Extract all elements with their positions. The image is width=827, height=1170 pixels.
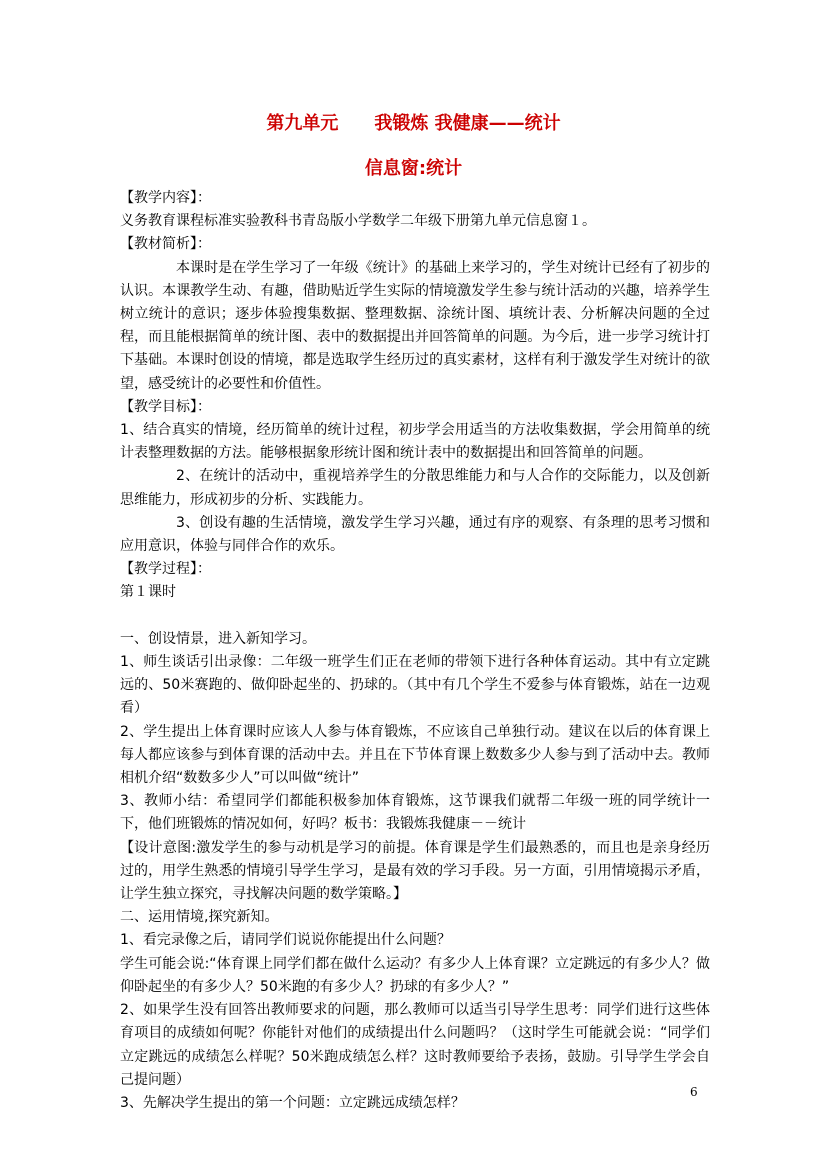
paragraph: 2、如果学生没有回答出教师要求的问题，那么教师可以适当引导学生思考：同学们进行这些体育项目的成绩如何呢？你能针对他们的成绩提出什么问题吗？（这时学生可能就会说：“同学们立定跳远的成绩怎么样呢？50米跑成绩怎么样？这时教师要给予表扬，鼓励。引导学生学会自己提问题） [120,1002,710,1088]
paragraph: 3、创设有趣的生活情境，激发学生学习兴趣，通过有序的观察、有条理的思考习惯和应用意识，体验与同伴合作的欢乐。 [120,514,710,555]
paragraph: 2、学生提出上体育课时应该人人参与体育锻炼，不应该自己单独行动。建议在以后的体育课上每人都应该参与到体育课的活动中去。并且在下节体育课上数数多少人参与到了活动中去。教师相机介绍“数数多少人”可以叫做“统计” [120,723,710,787]
paragraph: 学生可能会说:“体育课上同学们都在做什么运动？有多少人上体育课？立定跳远的有多少人？做仰卧起坐的有多少人？50米跑的有多少人？扔球的有多少人？” [120,955,710,995]
paragraph: 【教学过程】： [120,561,211,578]
paragraph: 1、看完录像之后，请同学们说说你能提出什么问题？ [120,932,451,949]
paragraph: 1、师生谈话引出录像：二年级一班学生们正在老师的带领下进行各种体育运动。其中有立定跳远的、50米赛跑的、做仰卧起坐的、扔球的。（其中有几个学生不爱参与体育锻炼，站在一边观看） [120,654,710,717]
paragraph: 【教材简析】： [120,236,211,253]
paragraph: 3、教师小结：希望同学们都能积极参加体育锻炼，这节课我们就帮二年级一班的同学统计一下，他们班锻炼的情况如何，好吗？板书：我锻炼我健康－－统计 [120,793,710,833]
paragraph: 1、结合真实的情境，经历简单的统计过程，初步学会用适当的方法收集数据，学会用简单的统计表整理数据的方法。能够根据象形统计图和统计表中的数据提出和回答简单的问题。 [120,422,710,462]
document-subtitle: 信息窗:统计 [364,158,463,179]
paragraph: 2、在统计的活动中，重视培养学生的分散思维能力和与人合作的交际能力，以及创新思维能力，形成初步的分析、实践能力。 [120,468,710,508]
paragraph: 【教学目标】： [120,398,211,415]
document-body [120,187,710,1115]
paragraph: 义务教育课程标准实验教科书青岛版小学数学二年级下册第九单元信息窗１。 [120,213,596,230]
paragraph [120,605,710,628]
document-title: 第九单元 我锻炼 我健康——统计 [266,113,561,134]
page-number: 6 [690,1085,698,1099]
paragraph: 3、先解决学生提出的第一个问题：立定跳远成绩怎样？ [120,1094,465,1111]
paragraph: 二、运用情境,探究新知。 [120,909,279,926]
paragraph: 第１课时 [120,584,176,601]
paragraph: 【设计意图:激发学生的参与动机是学习的前提。体育课是学生们最熟悉的，而且也是亲身经历过的，用学生熟悉的情境引导学生学习，是最有效的学习手段。另一方面，引用情境揭示矛盾，让学生独立探究，寻找解决问题的数学策略。】 [120,839,710,903]
paragraph: 【教学内容】： [120,190,211,206]
paragraph: 本课时是在学生学习了一年级《统计》的基础上来学习的，学生对统计已经有了初步的认识。本课教学生动、有趣，借助贴近学生实际的情境激发学生参与统计活动的兴趣，培养学生树立统计的意识；逐步体验搜集数据、整理数据、涂统计图、填统计表、分析解决问题的全过程，而且能根据简单的统计图、表中的数据提出并回答简单的问题。为今后，进一步学习统计打下基础。本课时创设的情境，都是选取学生经历过的真实素材，这样有利于激发学生对统计的欲望，感受统计的必要性和价值性。 [120,259,710,392]
paragraph: 一、创设情景，进入新知学习。 [120,630,316,647]
